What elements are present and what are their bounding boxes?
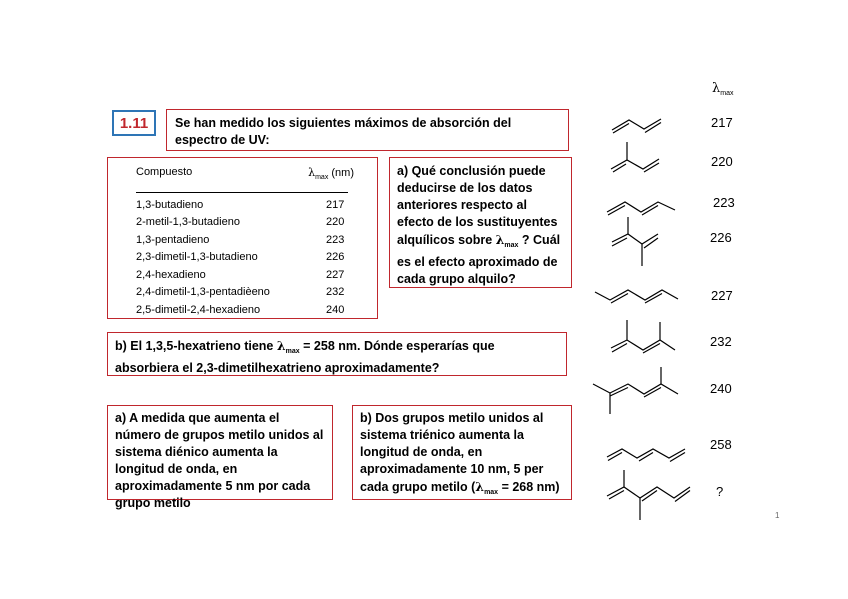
lambda-value: 217 — [326, 198, 345, 211]
compound-name: 2,3-dimetil-1,3-butadieno — [136, 251, 258, 264]
answer-a-box — [107, 405, 333, 510]
intro-text: Se han medido los siguientes máximos de absorción del espectro de UV: — [175, 116, 512, 147]
dimethylhexatriene-structure — [600, 468, 695, 523]
hexadiene-structure — [590, 282, 685, 312]
question-b-text: b) El 1,3,5-hexatrieno tiene $\lambda_{max} = 258$ nm. Dónde esperarías que absorbiera el 2,3-dimetilhexatrieno aproximadamente? — [115, 338, 495, 375]
table-row — [136, 231, 344, 249]
lambda-value: 223 — [326, 233, 345, 246]
col-compound-header: Compuesto — [136, 166, 193, 178]
lambda-value: 226 — [326, 251, 345, 264]
right-value: 220 — [711, 154, 733, 169]
dimethylhexadiene-structure — [588, 362, 683, 420]
table-header — [136, 166, 354, 184]
compound-name: 1,3-pentadieno — [136, 233, 210, 246]
compound-name: 1,3-butadieno — [136, 198, 204, 211]
compound-name: 2,5-dimetil-2,4-hexadieno — [136, 303, 261, 316]
table-row — [136, 301, 344, 319]
compound-name: 2,4-dimetil-1,3-pentadièeno — [136, 286, 270, 299]
table-row — [136, 214, 344, 232]
intro-box — [166, 109, 569, 151]
question-a-text: a) Qué conclusión puede deducirse de los datos anteriores respecto al efecto de los sustituyentes alquílicos sobre $\lambda_{max}$ ? Cuál es el efecto aproximado de cada grupo alquilo? — [397, 164, 561, 286]
lambda-value: 227 — [326, 268, 345, 281]
right-value: 258 — [710, 437, 732, 452]
answer-b-box — [352, 405, 572, 500]
col-lambda-header: $\lambda_{max}$ (nm) — [308, 166, 354, 181]
lambda-value: 240 — [326, 303, 345, 316]
dimethylbutadiene-structure — [600, 214, 670, 274]
compound-name: 2,4-hexadieno — [136, 268, 206, 281]
question-a-box — [389, 157, 572, 288]
right-value: 226 — [710, 230, 732, 245]
dimethylpentadiene-structure — [600, 318, 685, 363]
methylbutadiene-structure — [600, 140, 670, 180]
problem-number: 1.11 — [112, 110, 156, 136]
compound-table-box — [107, 157, 378, 319]
right-value: 223 — [713, 195, 735, 210]
answer-a-text: a) A medida que aumenta el número de grupos metilo unidos al sistema diénico aumenta la longitud de onda, en aproximadamente 5 nm por cada grupo metilo — [115, 411, 324, 510]
right-value: ? — [716, 484, 724, 499]
lambda-value: 220 — [326, 216, 345, 229]
right-value: 217 — [711, 115, 733, 130]
right-value: 227 — [711, 288, 733, 303]
butadiene-structure — [600, 108, 670, 138]
lambda-value: 232 — [326, 286, 345, 299]
right-value: 232 — [710, 334, 732, 349]
compound-table — [136, 196, 344, 319]
compound-name: 2-metil-1,3-butadieno — [136, 216, 240, 229]
table-divider — [136, 192, 348, 193]
answer-b-text: b) Dos grupos metilo unidos al sistema triénico aumenta la longitud de onda, en aproximadamente 10 nm, 5 per cada grupo metilo ($\lambda_{max} = 268$ nm) — [360, 411, 560, 496]
table-row — [136, 284, 344, 302]
right-value: 240 — [710, 381, 732, 396]
table-row — [136, 266, 344, 284]
question-b-box — [107, 332, 567, 376]
table-row — [136, 249, 344, 267]
right-header: $\lambda_{max}$ — [712, 81, 734, 97]
table-row — [136, 196, 344, 214]
page-number: 1 — [775, 511, 780, 520]
hexatriene-structure — [600, 435, 690, 465]
